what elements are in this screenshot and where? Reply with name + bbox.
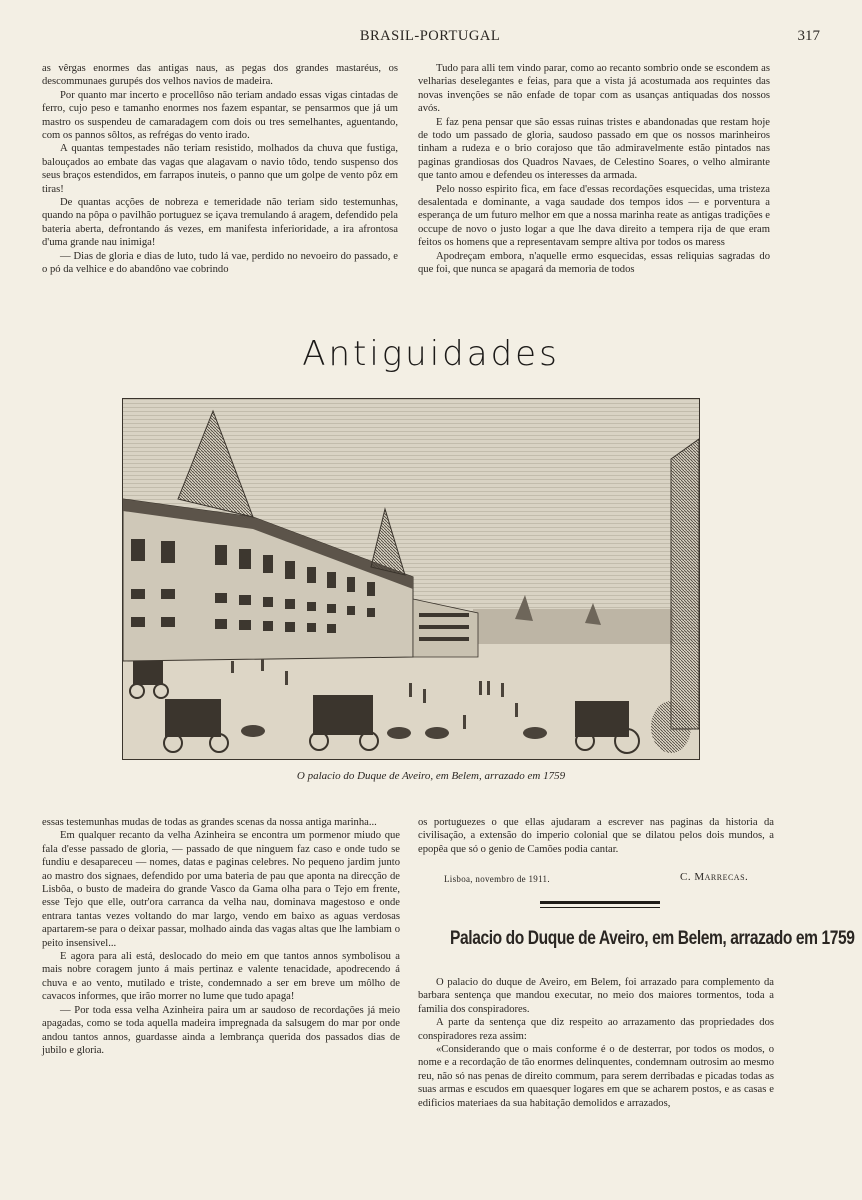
article-title: Palacio do Duque de Aveiro, em Belem, arrazado em 1759 — [450, 928, 855, 949]
paragraph: — Dias de gloria e dias de luto, tudo lá vae, perdido no nevoeiro do passado, e o pó da velhice e do abandôno vae cobrindo — [42, 250, 398, 276]
paragraph: as vêrgas enormes das antigas naus, as pegas dos grandes mastaréus, os descommunaes gurupés dos velhos navios de madeira. — [42, 63, 398, 88]
palace-engraving — [123, 399, 699, 759]
author-signature: C. Marrecas. — [680, 871, 749, 883]
illustration-caption: O palacio do Duque de Aveiro, em Belem, arrazado em 1759 — [296, 770, 566, 782]
paragraph: De quantas acções de nobreza e temeridade não teriam sido testemunhas, quando na pôpa o pavilhão portuguez se içava tremulando á aragem, defendido pela bateria aberta, defrontando ás vezes, em manifesta inferioridade, a ira afrontosa d'uma grande nau inimiga! — [42, 197, 398, 249]
page-number: 317 — [797, 28, 820, 44]
paragraph: Tudo para alli tem vindo parar, como ao recanto sombrio onde se escondem as velharias deselegantes e feias, para que a vista já acostumada aos requintes das novas invenções se não enfade de topar com as usanças antiquadas dos nossos avós. — [418, 63, 770, 115]
column-bottom-left — [42, 816, 400, 1057]
paragraph: Por quanto mar incerto e procellôso não teriam andado essas vigas cintadas de ferro, cujo peso e tamanho enormes nos fazem espantar, se pensarmos que já um mastro os suspendeu de camaradagem com dois ou tres semelhantes, aguentando, com os pannos sôltos, as refrégas do vento irado. — [42, 89, 398, 142]
paragraph: E faz pena pensar que são essas ruinas tristes e abandonadas que restam hoje de todo um passado de gloria, saudoso passado em que os nossos marinheiros tinham a rudeza e o brio corajoso que tão admiravelmente estão pintados nas paginas grandiosas dos Quadros Navaes, de Celestino Soares, o velho almirante que tanto amou e defendeu os interesses da armada. — [418, 116, 770, 182]
column-top-right — [418, 62, 770, 277]
running-title: BRASIL-PORTUGAL — [359, 28, 501, 44]
column-bottom-right — [418, 816, 774, 856]
dateline: Lisboa, novembro de 1911. — [444, 874, 550, 884]
paragraph: — Por toda essa velha Azinheira paira um ar saudoso de recordações já meio apagadas, como se toda aquella madeira impregnada da salsugem do mar por onde andou tantos annos, guardasse ainda a lembrança querida dos passados dias de jubilo e gloria. — [42, 1004, 400, 1056]
paragraph: E agora para ali está, deslocado do meio em que tantos annos symbolisou a mais nobre coragem junto á mais pertinaz e valente tenacidade, apodrecendo á chuva e ao vento, mutilado e triste, condemnado a ser em breve um môlho de cavacos informes, que irão morrer no lume que tudo apaga! — [42, 951, 400, 1003]
running-head — [40, 28, 820, 50]
paragraph: O palacio do duque de Aveiro, em Belem, foi arrazado para complemento da barbara sentença que mandou executar, no meio dos maiores tormentos, toda a familia dos conspiradores. — [418, 977, 774, 1015]
paragraph: Apodreçam embora, n'aquelle ermo esquecidas, essas reliquias sagradas do que foi, que nunca se apagará da memoria de todos — [418, 250, 770, 276]
paragraph: os portuguezes o que ellas ajudaram a escrever nas paginas da historia da civilisação, a extensão do imperio colonial que se dilatou pelos dois mundos, a epopêa que só o genio de Camões podia cantar. — [418, 817, 774, 855]
divider-rule — [540, 901, 660, 904]
engraving-illustration — [122, 398, 700, 760]
paragraph: Pelo nosso espirito fica, em face d'essas recordações esquecidas, uma tristeza desalentada e dominante, a vaga saudade dos tempos idos — e porventura a esperança de um futuro melhor em que a nossa marinha reate as antigas tradições e occupe de novo o justo logar a que lhe dava direito a tempera rija de que eram feitos os homens que a representavam sempre altiva por todos os maress — [418, 183, 770, 249]
paragraph: A parte da sentença que diz respeito ao arrazamento das propriedades dos conspiradores reza assim: — [418, 1017, 774, 1042]
divider-rule-thin — [540, 907, 660, 908]
column-top-left — [42, 62, 398, 277]
section-title: Antiguidades — [302, 334, 560, 374]
paragraph: Em qualquer recanto da velha Azinheira se encontra um pormenor miudo que fala d'esse passado de gloria, — passado de que ninguem faz caso e onde tudo se fundiu e desapareceu — nomes, datas e paginas celebres. No pequeno jardim junto ao mastro dos signaes, defendido por uma bateria de pau que aponta na direcção de Lisbôa, o busto de madeira do grande Vasco da Gama olha para o Tejo em frente, esse Tejo que elle, outr'ora carranca da velha nau, dominava magestoso e onde entrara tantas vezes voltando do mar largo, vendo em baixo as aguas verdosas apartarem-se para o deixar passar, molhado ainda das vagas altas que lhe lambiam o peito insensivel... — [42, 830, 400, 949]
paragraph: essas testemunhas mudas de todas as grandes scenas da nossa antiga marinha... — [42, 817, 377, 828]
paragraph: «Considerando que o mais conforme é o de desterrar, por todos os modos, o nome e a recordação de tão enormes delinquentes, condemnam outrosim ao mesmo reu, não só nas penas de direito commum, para serem derribadas e picadas todas as suas armas e escudos em quaesquer logares em que se acharem postos, e as casas e edificios materiaes da sua habitação demolidos e arrazados, — [418, 1044, 774, 1109]
paragraph: A quantas tempestades não teriam resistido, molhados da chuva que fustiga, balouçados ao embate das vagas que alagavam o navio tôdo, tendo suspenso dos seus braços estendidos, em farrapos inuteis, o panno que um golpe de vento pôz em tiras! — [42, 143, 398, 195]
article-body — [418, 976, 774, 1110]
